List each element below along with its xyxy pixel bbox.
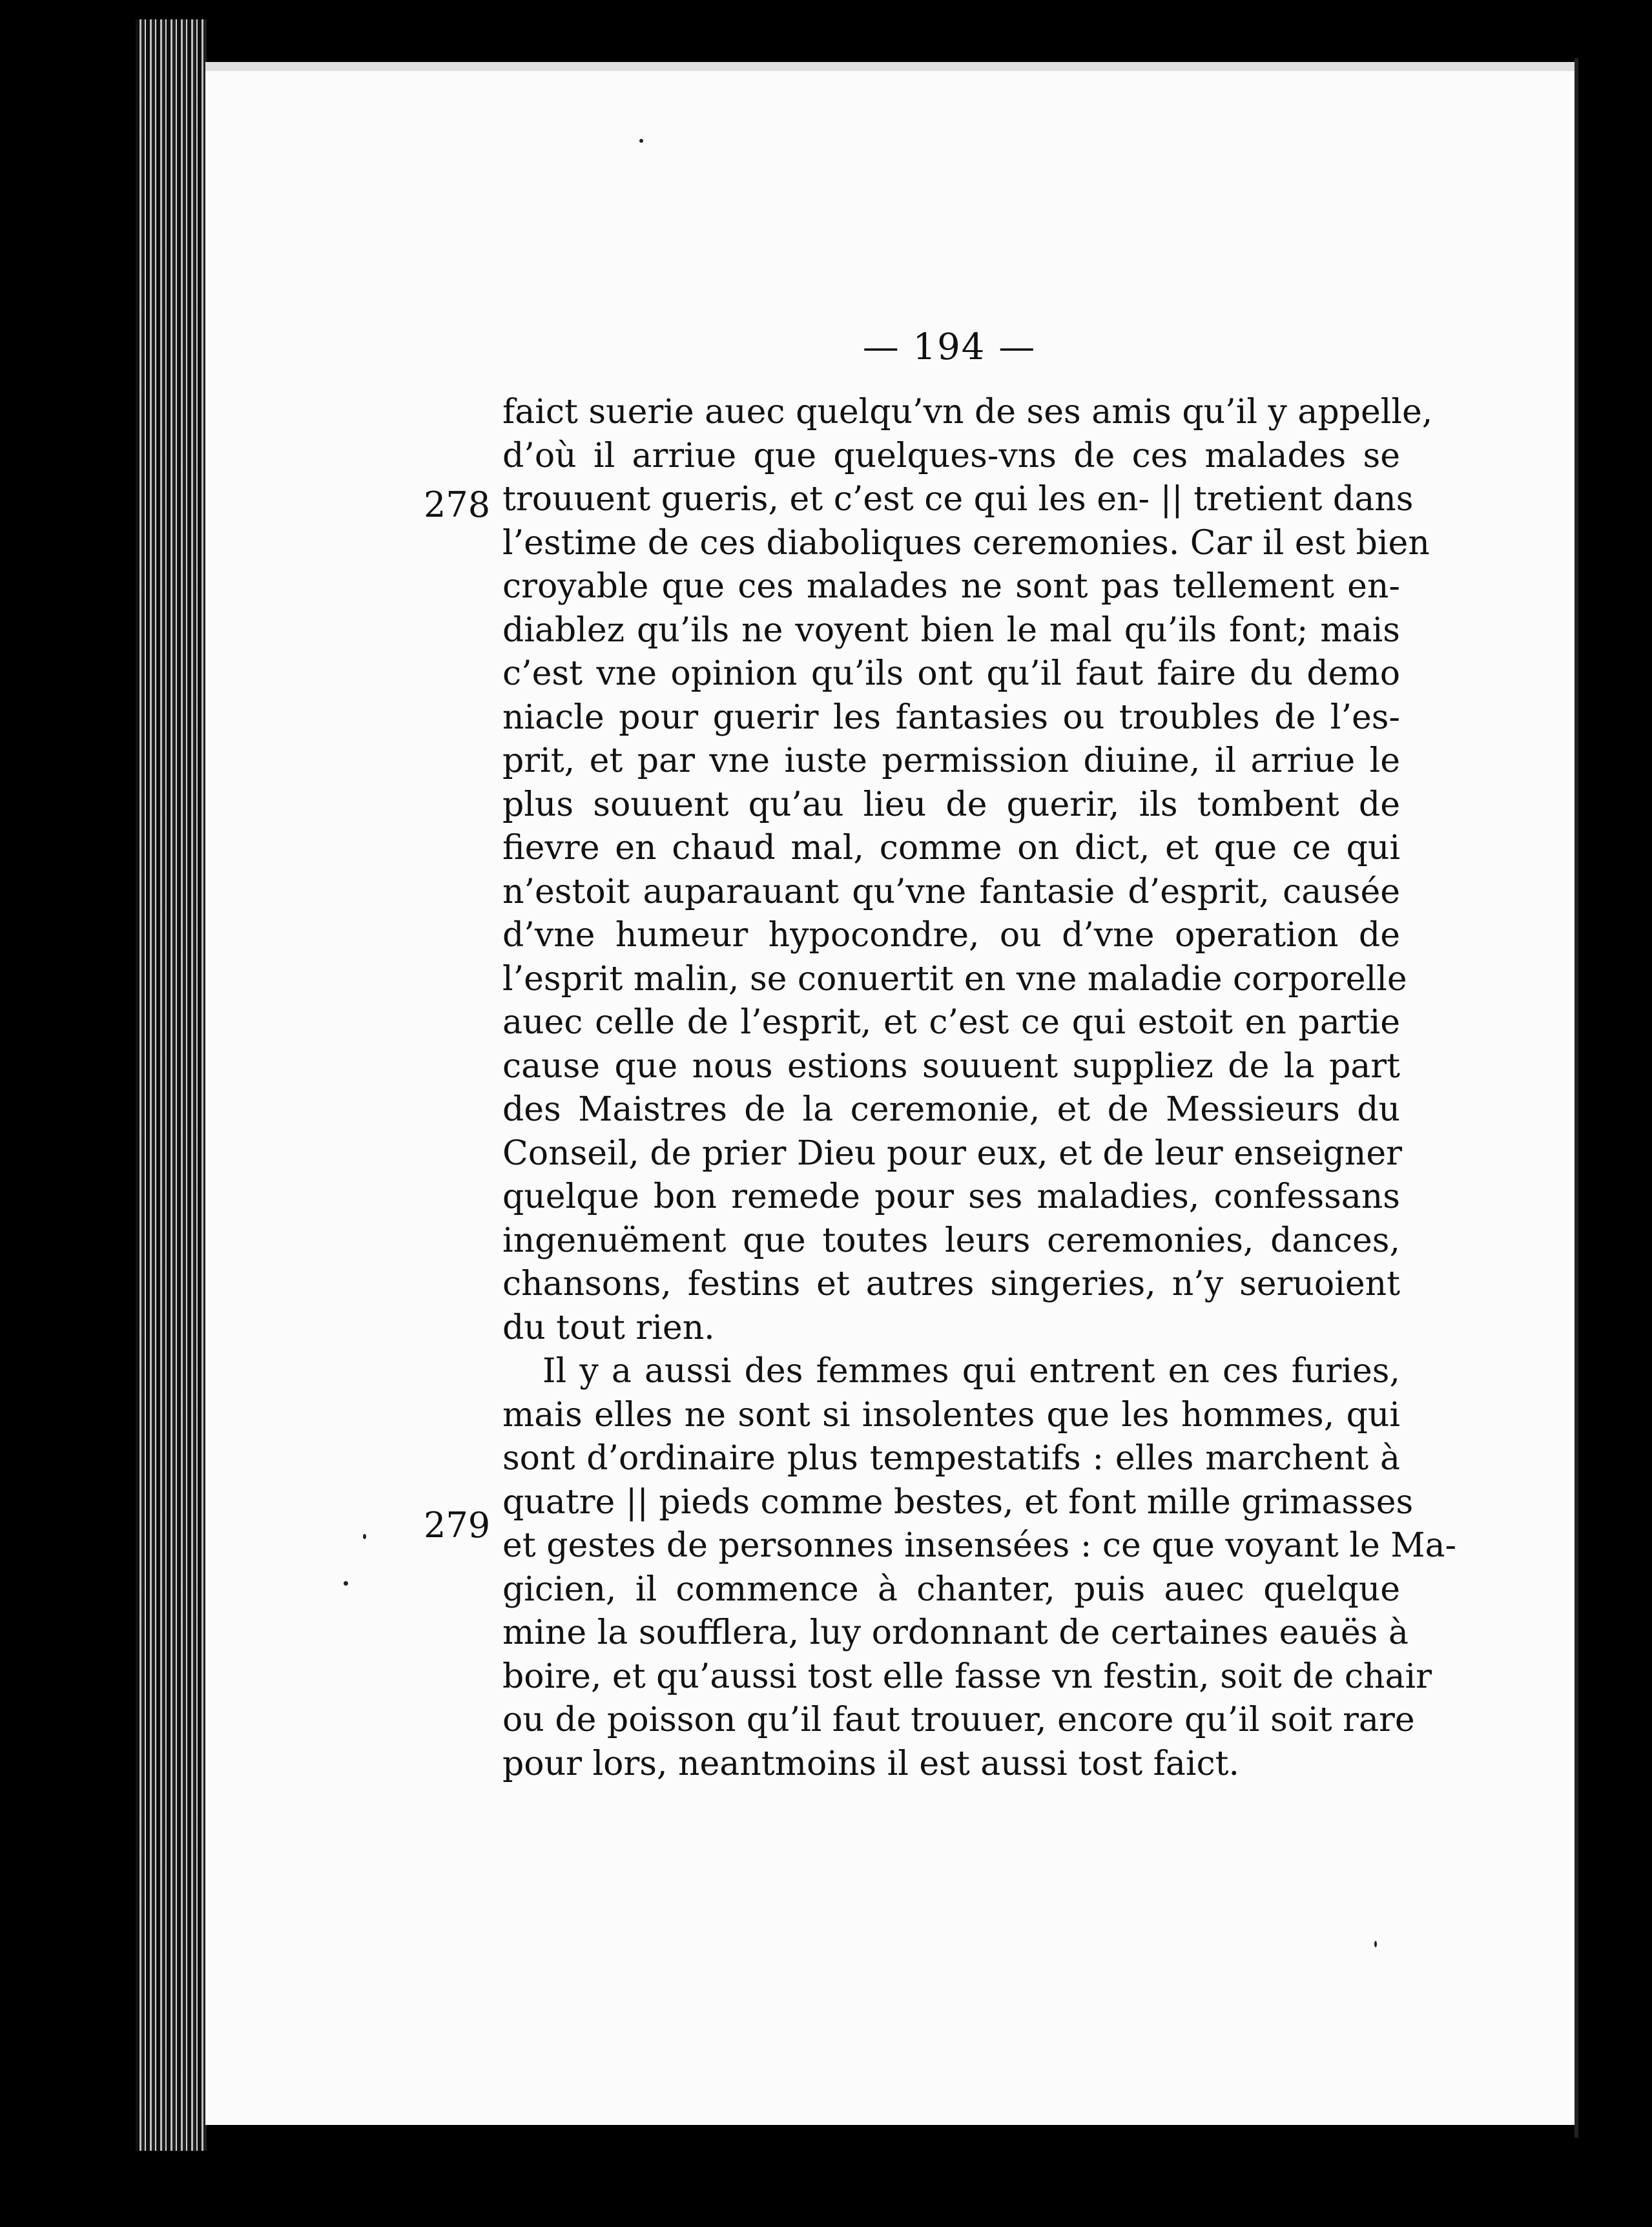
text-line: ingenuëment que toutes leurs ceremonies, dances, [502,1221,1400,1260]
margin-number: 278 [424,484,491,525]
text-line: ou de poisson qu’il faut trouuer, encore qu’il soit rare [502,1701,1415,1739]
text-line: quelque bon remede pour ses maladies, confessans [502,1177,1400,1216]
text-line: d’vne humeur hypocondre, ou d’vne operation de [502,916,1400,955]
text-line: pour lors, neantmoins il est aussi tost faict. [502,1744,1240,1783]
text-line: prit, et par vne iuste permission diuine, il arriue le [502,741,1400,780]
ink-speck [639,139,643,143]
text-line: niacle pour guerir les fantasies ou troubles de l’es- [502,698,1400,737]
text-line: auec celle de l’esprit, et c’est ce qui estoit en partie [502,1003,1400,1042]
text-line: quatre || pieds comme bestes, et font mille grimasses [502,1482,1414,1522]
book-page-edges [136,19,207,2151]
text-line: d’où il arriue que quelques-vns de ces malades se [502,436,1400,475]
text-line: Conseil, de prier Dieu pour eux, et de leur enseigner [502,1134,1402,1173]
page-number: — 194 — [862,326,1037,368]
text-line: faict suerie auec quelqu’vn de ses amis qu’il y appelle, [502,393,1433,431]
text-line: c’est vne opinion qu’ils ont qu’il faut faire du demo [502,654,1400,693]
ink-speck [363,1534,366,1539]
text-line: sont d’ordinaire plus tempestatifs : elles marchent à [502,1439,1400,1478]
text-line: croyable que ces malades ne sont pas tellement en- [502,567,1400,606]
text-line: chansons, festins et autres singeries, n’y seruoient [502,1265,1400,1303]
text-line: n’estoit auparauant qu’vne fantasie d’esprit, causée [502,872,1400,911]
text-line: fievre en chaud mal, comme on dict, et que ce qui [502,829,1400,867]
text-line: du tout rien. [502,1308,715,1347]
page-right-shadow [1575,58,1578,2138]
text-line: boire, et qu’aussi tost elle fasse vn festin, soit de chair [502,1657,1432,1696]
text-line: cause que nous estions souuent suppliez de la part [502,1046,1400,1086]
page-right-edge [1581,58,1598,2138]
ink-speck [1374,1941,1377,1947]
ink-speck [344,1581,348,1586]
page-top-edge [205,62,1575,71]
text-line: l’estime de ces diaboliques ceremonies. Car il est bien [502,523,1430,563]
text-line: mine la soufflera, luy ordonnant de certaines eauës à [502,1613,1409,1652]
text-line: gicien, il commence à chanter, puis auec quelque [502,1569,1400,1609]
text-line: et gestes de personnes insensées : ce que voyant le Ma- [502,1526,1457,1565]
text-line: des Maistres de la ceremonie, et de Messieurs du [502,1090,1400,1129]
text-line: Il y a aussi des femmes qui entrent en ces furies, [542,1352,1400,1391]
text-line: mais elles ne sont si insolentes que les hommes, qui [502,1395,1400,1435]
text-line: diablez qu’ils ne voyent bien le mal qu’ils font; mais [502,610,1400,650]
text-line: plus souuent qu’au lieu de guerir, ils tombent de [502,785,1400,824]
body-text [502,391,1457,1786]
text-line: trouuent gueris, et c’est ce qui les en- || tretient dans [502,480,1414,519]
text-line: l’esprit malin, se conuertit en vne maladie corporelle [502,959,1407,999]
margin-number: 279 [424,1505,491,1546]
